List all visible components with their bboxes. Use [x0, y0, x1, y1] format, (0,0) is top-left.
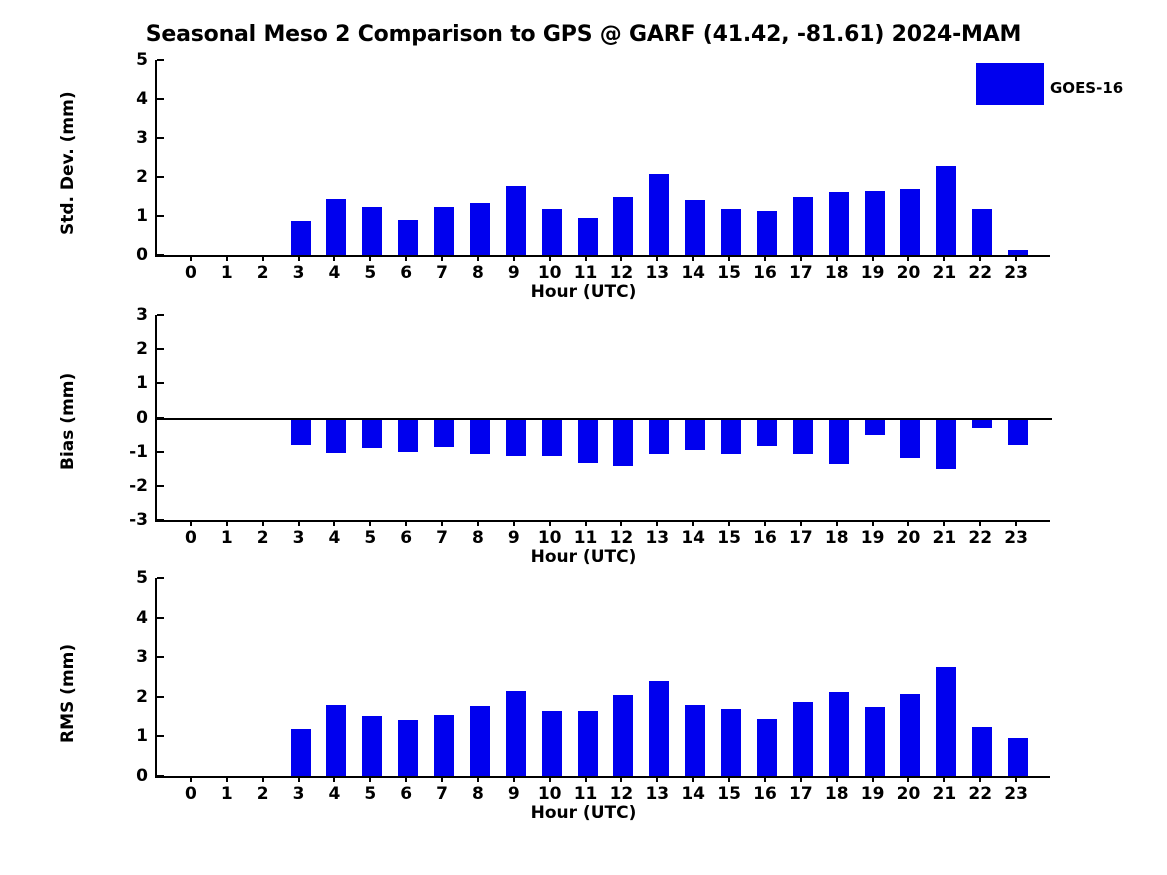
- bar: [470, 418, 490, 455]
- y-tick-label: 2: [136, 339, 148, 360]
- y-tick-mark: [157, 735, 164, 737]
- x-tick-label: 18: [824, 784, 849, 804]
- x-tick-label: 3: [292, 263, 305, 283]
- x-tick-mark: [1015, 520, 1017, 526]
- x-tick-mark: [369, 255, 371, 261]
- bar-series-std-dev: [157, 60, 1052, 255]
- bar: [613, 197, 633, 255]
- x-axis-label-bias: Hour (UTC): [530, 547, 637, 567]
- bar: [972, 727, 992, 776]
- x-tick-mark: [800, 255, 802, 261]
- x-tick-mark: [979, 255, 981, 261]
- x-tick-label: 19: [860, 263, 885, 283]
- x-tick-label: 3: [292, 528, 305, 548]
- x-tick-mark: [477, 520, 479, 526]
- x-tick-label: 16: [753, 528, 777, 548]
- bar: [1008, 738, 1028, 776]
- bar: [649, 418, 669, 454]
- bar: [1008, 418, 1028, 445]
- x-tick-label: 11: [573, 784, 598, 804]
- bar: [506, 418, 526, 457]
- x-tick-label: 3: [292, 784, 305, 804]
- x-tick-mark: [369, 776, 371, 782]
- bar: [649, 681, 669, 776]
- x-tick-label: 8: [471, 263, 484, 283]
- x-tick-label: 8: [471, 784, 484, 804]
- x-tick-label: 20: [896, 528, 921, 548]
- x-tick-mark: [620, 776, 622, 782]
- x-tick-label: 10: [537, 263, 562, 283]
- x-tick-label: 14: [681, 784, 706, 804]
- x-tick-mark: [513, 776, 515, 782]
- x-tick-label: 18: [824, 528, 849, 548]
- x-tick-label: 23: [1004, 784, 1028, 804]
- x-tick-label: 10: [537, 528, 562, 548]
- bar: [398, 720, 418, 776]
- bar: [685, 200, 705, 255]
- x-tick-mark: [262, 255, 264, 261]
- x-tick-mark: [405, 520, 407, 526]
- x-tick-mark: [764, 520, 766, 526]
- x-tick-label: 2: [256, 784, 269, 804]
- x-tick-label: 13: [645, 528, 670, 548]
- bar: [291, 221, 311, 255]
- x-tick-mark: [549, 520, 551, 526]
- bar: [865, 191, 885, 255]
- x-axis-label-std-dev: Hour (UTC): [530, 282, 637, 302]
- x-tick-mark: [549, 255, 551, 261]
- x-tick-label: 2: [256, 263, 269, 283]
- y-tick-mark: [157, 485, 164, 487]
- x-tick-label: 17: [788, 528, 813, 548]
- x-tick-mark: [190, 255, 192, 261]
- bar: [362, 418, 382, 448]
- bar: [362, 207, 382, 255]
- bar: [578, 711, 598, 776]
- x-tick-mark: [585, 255, 587, 261]
- x-tick-mark: [477, 776, 479, 782]
- y-tick-label: -3: [129, 510, 148, 530]
- bar: [542, 209, 562, 255]
- x-tick-label: 17: [788, 784, 813, 804]
- plot-area-bias: [129, 305, 1052, 530]
- y-tick-mark: [157, 59, 164, 61]
- x-tick-mark: [405, 255, 407, 261]
- x-tick-mark: [907, 520, 909, 526]
- bar: [936, 166, 956, 255]
- x-axis-bias: [155, 520, 1050, 522]
- bar: [326, 705, 346, 776]
- bar: [936, 418, 956, 470]
- bar: [398, 418, 418, 453]
- bar: [721, 209, 741, 255]
- x-tick-label: 20: [896, 784, 921, 804]
- y-tick-mark: [157, 451, 164, 453]
- x-tick-label: 7: [436, 784, 448, 804]
- x-tick-label: 0: [184, 784, 197, 804]
- x-tick-mark: [872, 255, 874, 261]
- panel-bias: [0, 305, 1167, 567]
- bar: [578, 218, 598, 255]
- x-tick-label: 19: [860, 784, 885, 804]
- bar: [291, 418, 311, 445]
- x-tick-label: 12: [609, 263, 634, 283]
- x-tick-mark: [872, 776, 874, 782]
- y-tick-label: -1: [129, 441, 148, 462]
- x-tick-label: 4: [328, 528, 341, 548]
- bar: [721, 418, 741, 455]
- y-tick-label: 3: [136, 305, 148, 325]
- x-tick-label: 23: [1004, 263, 1028, 283]
- x-tick-mark: [764, 776, 766, 782]
- x-tick-mark: [190, 776, 192, 782]
- x-tick-label: 9: [507, 263, 520, 283]
- y-tick-label: 1: [136, 726, 148, 747]
- y-axis-label-bias: Bias (mm): [58, 372, 78, 470]
- x-tick-mark: [692, 520, 694, 526]
- x-tick-label: 15: [717, 528, 741, 548]
- y-tick-label: 1: [136, 373, 148, 394]
- x-tick-label: 22: [968, 784, 993, 804]
- x-tick-label: 1: [220, 784, 233, 804]
- x-tick-label: 6: [400, 784, 413, 804]
- x-tick-label: 14: [681, 528, 706, 548]
- x-tick-label: 13: [645, 263, 670, 283]
- x-tick-label: 20: [896, 263, 921, 283]
- bar: [613, 695, 633, 776]
- x-tick-mark: [549, 776, 551, 782]
- y-tick-mark: [157, 137, 164, 139]
- x-tick-label: 15: [717, 263, 741, 283]
- x-tick-label: 13: [645, 784, 670, 804]
- x-tick-label: 1: [220, 528, 233, 548]
- x-axis-std-dev: [155, 255, 1050, 257]
- y-tick-label: 1: [136, 206, 148, 226]
- x-tick-label: 17: [788, 263, 813, 283]
- bar: [829, 692, 849, 776]
- y-axis-label-std-dev: Std. Dev. (mm): [58, 91, 78, 235]
- panel-rms: [0, 568, 1167, 823]
- bar: [793, 418, 813, 454]
- x-tick-mark: [764, 255, 766, 261]
- x-tick-label: 4: [328, 784, 341, 804]
- x-tick-mark: [441, 255, 443, 261]
- x-tick-mark: [477, 255, 479, 261]
- x-tick-label: 22: [968, 263, 993, 283]
- bar: [506, 691, 526, 776]
- y-tick-mark: [157, 382, 164, 384]
- x-tick-mark: [943, 520, 945, 526]
- bar: [362, 716, 382, 776]
- y-tick-mark: [157, 98, 164, 100]
- bar: [470, 706, 490, 776]
- x-tick-label: 6: [400, 528, 413, 548]
- x-tick-mark: [513, 255, 515, 261]
- bar: [613, 418, 633, 467]
- y-tick-label: 3: [136, 128, 148, 148]
- x-tick-mark: [728, 520, 730, 526]
- x-tick-mark: [262, 776, 264, 782]
- panel-std-dev: [0, 50, 1167, 302]
- bar: [291, 729, 311, 776]
- x-tick-mark: [513, 520, 515, 526]
- x-tick-label: 23: [1004, 528, 1028, 548]
- bar: [578, 418, 598, 464]
- x-tick-label: 14: [681, 263, 706, 283]
- bar: [936, 667, 956, 776]
- x-tick-mark: [656, 776, 658, 782]
- x-tick-mark: [656, 520, 658, 526]
- y-tick-label: 3: [136, 647, 148, 668]
- plot-area-rms: [136, 568, 1052, 786]
- page-title: Seasonal Meso 2 Comparison to GPS @ GARF (41.42, -81.61) 2024-MAM: [145, 22, 1022, 47]
- bar: [865, 707, 885, 776]
- x-tick-label: 4: [328, 263, 341, 283]
- bar: [542, 711, 562, 776]
- x-tick-label: 7: [436, 528, 448, 548]
- y-tick-label: 0: [136, 766, 148, 786]
- bar: [900, 189, 920, 255]
- y-tick-label: 2: [136, 686, 148, 707]
- y-tick-mark: [157, 617, 164, 619]
- x-tick-label: 1: [220, 263, 233, 283]
- x-tick-label: 7: [436, 263, 448, 283]
- x-tick-label: 0: [184, 263, 197, 283]
- x-tick-label: 12: [609, 528, 634, 548]
- x-tick-mark: [979, 520, 981, 526]
- x-tick-label: 10: [537, 784, 562, 804]
- x-tick-mark: [405, 776, 407, 782]
- bar: [685, 705, 705, 776]
- x-tick-label: 6: [400, 263, 413, 283]
- x-tick-mark: [692, 255, 694, 261]
- x-tick-mark: [836, 776, 838, 782]
- x-tick-mark: [333, 255, 335, 261]
- x-tick-mark: [333, 520, 335, 526]
- x-tick-mark: [836, 520, 838, 526]
- x-tick-label: 19: [860, 528, 885, 548]
- x-tick-mark: [585, 776, 587, 782]
- x-tick-mark: [620, 520, 622, 526]
- bar: [721, 709, 741, 776]
- x-tick-mark: [800, 520, 802, 526]
- x-tick-mark: [979, 776, 981, 782]
- bar: [865, 418, 885, 436]
- x-tick-label: 8: [471, 528, 484, 548]
- bar: [757, 418, 777, 446]
- y-tick-label: 4: [136, 89, 148, 109]
- legend-swatch: [976, 63, 1044, 105]
- x-tick-label: 18: [824, 263, 849, 283]
- bar: [757, 719, 777, 776]
- x-tick-label: 11: [573, 263, 598, 283]
- x-tick-mark: [907, 255, 909, 261]
- x-tick-label: 21: [932, 528, 957, 548]
- x-tick-label: 21: [932, 263, 957, 283]
- x-tick-mark: [585, 520, 587, 526]
- x-tick-mark: [333, 776, 335, 782]
- bar: [398, 220, 418, 255]
- bar: [470, 203, 490, 255]
- x-tick-mark: [943, 776, 945, 782]
- x-tick-mark: [907, 776, 909, 782]
- bar: [793, 197, 813, 255]
- bar: [757, 211, 777, 255]
- x-tick-mark: [262, 520, 264, 526]
- x-tick-mark: [441, 776, 443, 782]
- bar: [434, 207, 454, 255]
- x-tick-mark: [728, 776, 730, 782]
- y-tick-label: 5: [136, 568, 148, 588]
- x-tick-label: 12: [609, 784, 634, 804]
- bar: [685, 418, 705, 450]
- x-tick-label: 5: [364, 263, 377, 283]
- y-tick-mark: [157, 348, 164, 350]
- bar: [434, 715, 454, 776]
- y-tick-label: 2: [136, 167, 148, 187]
- x-tick-label: 0: [184, 528, 197, 548]
- x-tick-label: 15: [717, 784, 741, 804]
- x-tick-mark: [226, 255, 228, 261]
- x-tick-mark: [943, 255, 945, 261]
- x-tick-label: 11: [573, 528, 598, 548]
- x-tick-label: 5: [364, 528, 377, 548]
- x-tick-mark: [836, 255, 838, 261]
- bar: [972, 209, 992, 255]
- bar: [829, 192, 849, 255]
- x-tick-mark: [1015, 776, 1017, 782]
- bar: [326, 418, 346, 454]
- x-tick-label: 22: [968, 528, 993, 548]
- plot-area-std-dev: [136, 50, 1052, 265]
- y-tick-label: 0: [136, 245, 148, 265]
- x-tick-mark: [190, 520, 192, 526]
- x-tick-label: 16: [753, 784, 777, 804]
- y-tick-label: -2: [129, 475, 148, 496]
- x-tick-mark: [298, 776, 300, 782]
- x-tick-label: 5: [364, 784, 377, 804]
- y-tick-label: 5: [136, 50, 148, 70]
- x-tick-mark: [298, 255, 300, 261]
- x-axis-rms: [155, 776, 1050, 778]
- bar: [326, 199, 346, 255]
- bar: [506, 186, 526, 255]
- x-tick-mark: [800, 776, 802, 782]
- x-tick-label: 9: [507, 528, 520, 548]
- y-tick-mark: [157, 696, 164, 698]
- bar: [793, 702, 813, 776]
- x-tick-mark: [656, 255, 658, 261]
- x-tick-mark: [441, 520, 443, 526]
- legend-label: GOES-16: [1050, 79, 1124, 97]
- x-axis-label-rms: Hour (UTC): [530, 803, 637, 823]
- x-tick-label: 2: [256, 528, 269, 548]
- x-tick-label: 9: [507, 784, 520, 804]
- x-tick-label: 21: [932, 784, 957, 804]
- x-tick-mark: [369, 520, 371, 526]
- y-axis-label-rms: RMS (mm): [58, 643, 78, 743]
- x-tick-label: 16: [753, 263, 777, 283]
- bar: [900, 418, 920, 458]
- bar: [649, 174, 669, 255]
- zero-line-bias: [157, 418, 1052, 420]
- x-tick-mark: [1015, 255, 1017, 261]
- y-tick-label: 0: [136, 407, 148, 428]
- x-tick-mark: [226, 776, 228, 782]
- y-tick-mark: [157, 656, 164, 658]
- bar: [434, 418, 454, 447]
- y-tick-mark: [157, 176, 164, 178]
- bar-series-rms: [157, 578, 1052, 776]
- x-tick-mark: [872, 520, 874, 526]
- x-tick-mark: [226, 520, 228, 526]
- y-tick-mark: [157, 215, 164, 217]
- x-tick-mark: [298, 520, 300, 526]
- y-tick-mark: [157, 577, 164, 579]
- bar: [900, 694, 920, 776]
- y-tick-mark: [157, 314, 164, 316]
- y-tick-label: 4: [136, 607, 148, 628]
- bar: [542, 418, 562, 456]
- x-tick-mark: [692, 776, 694, 782]
- x-tick-mark: [620, 255, 622, 261]
- x-tick-mark: [728, 255, 730, 261]
- bar: [829, 418, 849, 464]
